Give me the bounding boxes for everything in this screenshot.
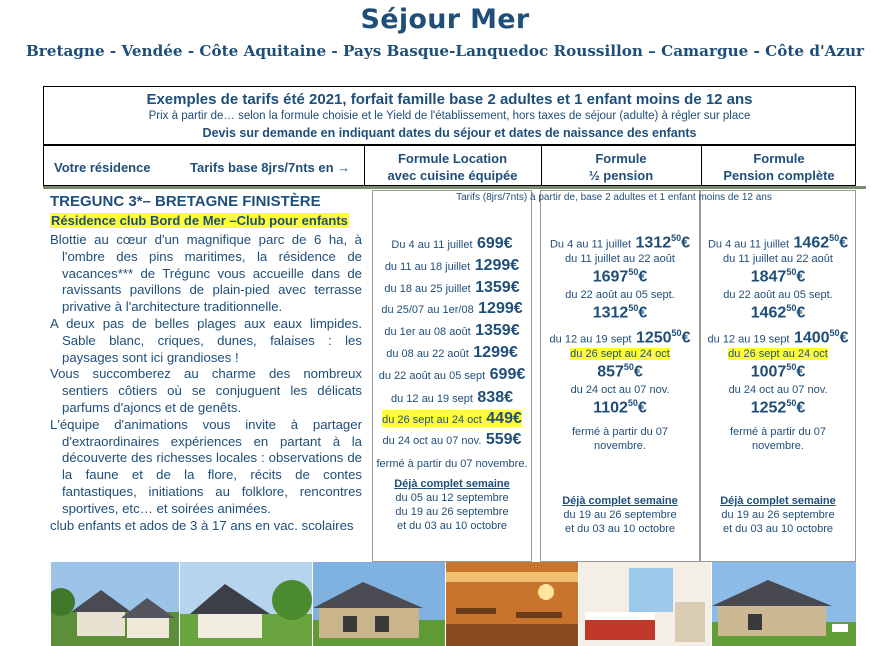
location-row: du 25/07 au 1er/08 1299€: [381, 300, 523, 317]
residence-name: Résidence club Bord de Mer –Club pour enfants: [51, 213, 348, 228]
location-row: Du 4 au 11 juillet 699€: [391, 235, 513, 252]
complete-date-2: du 11 juillet au 22 août: [723, 253, 833, 265]
exemples-line: Exemples de tarifs été 2021, forfait famille base 2 adultes et 1 enfant moins de 12 ans: [146, 91, 753, 108]
page-title: Séjour Mer: [360, 4, 530, 35]
complete-closed-2: novembre.: [752, 440, 804, 452]
complete-price-2: 1847$^{50}$€: [750, 267, 806, 286]
header-pension: Formule ½ pension: [588, 151, 654, 183]
residence-title: TREGUNC 3*– BRETAGNE FINISTÈRE: [50, 193, 321, 210]
location-row: du 26 sept au 24 oct 449€: [382, 410, 522, 427]
photo-garden: [180, 562, 312, 646]
desc-p5: club enfants et ados de 3 à 17 ans en vac. scolaires: [50, 517, 354, 533]
complete-row-1: Du 4 au 11 juillet 1462$^{50}$€: [707, 233, 849, 252]
pension-complet-1: du 19 au 26 septembre: [563, 509, 677, 521]
header-residence: Votre résidence: [54, 160, 151, 175]
location-complet-title: Déjà complet semaine: [394, 478, 510, 490]
location-complet-1: du 05 au 12 septembre: [395, 492, 509, 504]
complete-complet-title: Déjà complet semaine: [720, 495, 836, 507]
location-row: du 11 au 18 juillet 1299€: [384, 257, 520, 274]
pension-complet-title: Déjà complet semaine: [562, 495, 678, 507]
location-complet-2: du 19 au 26 septembre: [395, 506, 509, 518]
green-divider: [43, 186, 866, 189]
header-complete: Formule Pension complète: [723, 151, 835, 183]
pension-price-5: $857^{50}€$: [597, 362, 643, 381]
residence-description: [50, 232, 362, 534]
location-row: du 24 oct au 07 nov. 559€: [382, 431, 522, 448]
photo-pavilion: [313, 562, 445, 646]
pension-row-4: du 12 au 19 sept 1250$^{50}$€: [549, 328, 691, 347]
complete-row-4: du 12 au 19 sept 1400$^{50}$€: [707, 328, 849, 347]
location-row: du 22 août au 05 sept 699€: [378, 366, 526, 383]
devis-line: Devis sur demande en indiquant dates du séjour et dates de naissance des enfants: [202, 126, 697, 140]
complete-price-6: 1252$^{50}$€: [750, 398, 806, 417]
location-row: du 12 au 19 sept 838€: [390, 389, 513, 406]
complete-closed-1: fermé à partir du 07: [730, 426, 826, 438]
complete-date-5: du 26 sept au 24 oct: [728, 348, 828, 360]
desc-p1: Blottie au cœur d'un magnifique parc de 6 ha, à l'ombre des pins maritimes, la résidence de vacances*** de Trégunc vous accueille dans de ravissants pavillons de plain-pied avec terrasse privative à l'architecture traditionnelle.: [50, 232, 362, 315]
photo-terrace: [712, 562, 856, 646]
location-closed: fermé à partir du 07 novembre.: [376, 458, 528, 470]
location-row: du 1er au 08 août 1359€: [384, 322, 520, 339]
complete-date-3: du 22 août au 05 sept.: [723, 289, 833, 301]
tarifs-head: Tarifs (8jrs/7nts) à partir de, base 2 adultes et 1 enfant moins de 12 ans: [456, 192, 772, 203]
photo-strip: [43, 562, 856, 646]
header-tarifs: Tarifs base 8jrs/7nts en →: [190, 160, 351, 175]
complete-complet-1: du 19 au 26 septembre: [721, 509, 835, 521]
complete-price-3: 1462$^{50}$€: [750, 303, 806, 322]
tarifs-box: [43, 86, 856, 186]
location-complet-3: et du 03 au 10 octobre: [396, 520, 508, 532]
pension-price-3: 1312$^{50}$€: [592, 303, 648, 322]
pension-closed-1: fermé à partir du 07: [572, 426, 668, 438]
photo-houses: [51, 562, 179, 646]
location-row: du 08 au 22 août 1299€: [386, 344, 518, 361]
header-location: Formule Location avec cuisine équipée: [387, 151, 518, 183]
pension-price-6: 1102$^{50}$€: [593, 398, 647, 417]
complete-date-6: du 24 oct au 07 nov.: [728, 384, 828, 396]
page-subtitle: Bretagne - Vendée - Côte Aquitaine - Pays Basque-Lanquedoc Roussillon – Camargue - Côte d'Azur: [25, 42, 865, 60]
desc-p3: Vous succomberez au charme des nombreux sentiers côtiers où se conjuguent les délicats parfums d'ajoncs et de genêts.: [50, 366, 362, 415]
complete-price-5: 1007$^{50}$€: [750, 362, 806, 381]
pension-date-3: du 22 août au 05 sept.: [565, 289, 675, 301]
box-separator: [44, 144, 855, 146]
photo-restaurant: [446, 562, 578, 646]
pension-date-6: du 24 oct au 07 nov.: [570, 384, 670, 396]
prix-line: Prix à partir de… selon la formule choisie et le Yield de l'établissement, hors taxes de séjour (adulte) à régler sur place: [148, 110, 751, 122]
photo-bedroom: [579, 562, 711, 646]
pension-complet-2: et du 03 au 10 octobre: [564, 523, 676, 535]
pension-row-1: Du 4 au 11 juillet 1312$^{50}$€: [549, 233, 691, 252]
pension-date-5: du 26 sept au 24 oct: [570, 348, 670, 360]
pension-closed-2: novembre.: [594, 440, 646, 452]
location-row: du 18 au 25 juillet 1359€: [384, 279, 520, 296]
desc-p4: L'équipe d'animations vous invite à partager d'extraordinaires expériences en partant à la découverte des richesses locales : observations de la faune et de la flore, récits de contes fantastiques, initiations au folklore, rencontres sportives, etc… et soirées animées.: [50, 416, 362, 516]
desc-p2: A deux pas de belles plages aux eaux limpides. Sable blanc, criques, dunes, falaises : les paysages sont ici grandioses !: [50, 315, 362, 365]
pension-price-2: 1697$^{50}$€: [592, 267, 648, 286]
pension-date-2: du 11 juillet au 22 août: [565, 253, 675, 265]
complete-complet-2: et du 03 au 10 octobre: [722, 523, 834, 535]
